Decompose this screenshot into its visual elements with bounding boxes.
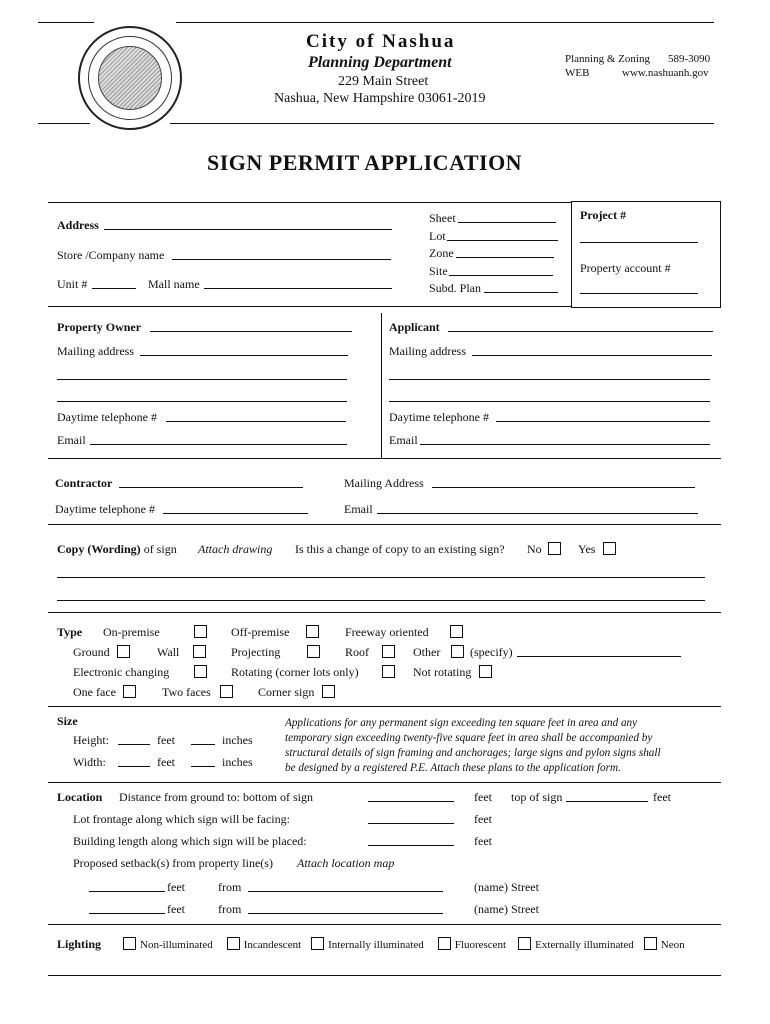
height-feet-unit: feet [157,733,175,747]
contractor-mailing-label: Mailing Address [344,476,424,490]
lighting-checkbox-externally[interactable] [518,937,531,950]
corner-sign-checkbox[interactable] [322,685,335,698]
projecting-label: Projecting [231,645,281,659]
zoning-phone: 589-3090 [668,53,711,65]
width-feet-unit: feet [157,755,175,769]
city-seal-icon [78,26,182,130]
section-rule [48,306,572,307]
copy-change-question: Is this a change of copy to an existing sign? [295,542,505,556]
owner-phone-field[interactable] [166,411,346,422]
setback-2-feet-field[interactable] [89,903,165,914]
section-rule [48,458,721,459]
ground-checkbox[interactable] [117,645,130,658]
contractor-email-field[interactable] [377,503,698,514]
mall-label: Mall name [148,277,200,291]
lighting-checkbox-internally[interactable] [311,937,324,950]
on-premise-checkbox[interactable] [194,625,207,638]
contractor-mailing-field[interactable] [432,477,695,488]
off-premise-label: Off-premise [231,625,290,639]
owner-email-field[interactable] [90,434,347,445]
copy-label: Copy (Wording) [57,542,141,556]
lighting-option-label: Fluorescent [454,939,507,951]
specify-label: (specify) [470,645,513,659]
rotating-label: Rotating (corner lots only) [231,665,359,679]
applicant-title: Applicant [389,320,440,334]
lot-label: Lot [429,229,446,243]
height-feet-field[interactable] [118,734,150,745]
applicant-email-field[interactable] [420,434,710,445]
top-feet-unit: feet [653,790,671,804]
frontage-label: Lot frontage along which sign will be facing: [73,812,290,826]
width-feet-field[interactable] [118,756,150,767]
setback-1-street-field[interactable] [248,881,443,892]
height-label: Height: [73,733,109,747]
building-length-field[interactable] [368,835,454,846]
city-name: City of Nashua [306,31,456,52]
section-rule [48,782,721,783]
site-label: Site [429,264,448,278]
applicant-phone-label: Daytime telephone # [389,410,489,424]
height-inches-field[interactable] [191,734,215,745]
electronic-label: Electronic changing [73,665,170,679]
not-rotating-label: Not rotating [413,665,472,679]
building-length-label: Building length along which sign will be placed: [73,834,307,848]
corner-sign-label: Corner sign [258,685,315,699]
lighting-option-label: Neon [660,939,685,951]
copy-text-line-2[interactable] [57,590,705,601]
property-account-label: Property account # [580,261,671,275]
copy-yes-label: Yes [578,542,596,556]
subd-plan-field[interactable] [484,282,558,293]
lighting-option-label: Externally illuminated [535,939,634,951]
roof-label: Roof [345,645,369,659]
applicant-mailing-line2[interactable] [389,369,710,380]
lighting-checkbox-non-illuminated[interactable] [123,937,136,950]
wall-checkbox[interactable] [193,645,206,658]
two-faces-checkbox[interactable] [220,685,233,698]
not-rotating-checkbox[interactable] [479,665,492,678]
one-face-checkbox[interactable] [123,685,136,698]
size-requirements-note [285,716,661,776]
applicant-mailing-line3[interactable] [389,391,710,402]
on-premise-label: On-premise [103,625,160,639]
setback-1-feet-unit: feet [167,880,185,894]
setback-2-street-label: (name) Street [474,902,539,916]
section-rule [48,924,721,925]
top-of-sign-label: top of sign [511,790,563,804]
other-specify-field[interactable] [517,646,681,657]
bottom-of-sign-field[interactable] [368,791,454,802]
owner-mailing-label: Mailing address [57,344,134,358]
copy-no-label: No [527,542,542,556]
projecting-checkbox[interactable] [307,645,320,658]
contractor-name-field[interactable] [119,477,303,488]
size-note-line: structural details of sign framing and anchorages; large signs and pylon signs shall [285,747,661,759]
setback-1-street-label: (name) Street [474,880,539,894]
web-url[interactable]: www.nashuanh.gov [622,67,709,79]
width-inches-field[interactable] [191,756,215,767]
ground-label: Ground [73,645,110,659]
setback-1-from-label: from [218,880,242,894]
top-of-sign-field[interactable] [566,791,648,802]
section-rule [48,202,572,203]
setback-2-from-label: from [218,902,242,916]
unit-label: Unit # [57,277,88,291]
rotating-checkbox[interactable] [382,665,395,678]
contractor-phone-label: Daytime telephone # [55,502,155,516]
owner-title: Property Owner [57,320,142,334]
lighting-options [123,937,685,951]
section-rule [48,524,721,525]
lighting-option-label: Internally illuminated [328,939,424,951]
owner-email-label: Email [57,433,86,447]
lot-field[interactable] [447,230,558,241]
size-note-line: be designed by a registered P.E. Attach these plans to the application form. [285,762,621,774]
contractor-title: Contractor [55,476,113,490]
height-inches-unit: inches [222,733,253,747]
copy-no-checkbox[interactable] [548,542,561,555]
frontage-field[interactable] [368,813,454,824]
address-field[interactable] [104,219,392,230]
header-rule-left-bottom [38,123,90,124]
applicant-name-field[interactable] [448,321,713,332]
mall-field[interactable] [204,278,392,289]
width-label: Width: [73,755,106,769]
attach-drawing-note: Attach drawing [198,542,273,556]
street-address: 229 Main Street [338,74,429,89]
size-note-line: temporary sign exceeding twenty-five square feet in area shall be accompanied by [285,732,653,744]
sheet-label: Sheet [429,211,456,225]
frontage-feet-unit: feet [474,812,492,826]
building-feet-unit: feet [474,834,492,848]
copy-yes-checkbox[interactable] [603,542,616,555]
section-rule [48,706,721,707]
owner-mailing-line3[interactable] [57,391,347,402]
other-checkbox[interactable] [451,645,464,658]
lighting-checkbox-neon[interactable] [644,937,657,950]
owner-phone-label: Daytime telephone # [57,410,157,424]
section-rule [48,975,721,976]
owner-name-field[interactable] [150,321,352,332]
lighting-label: Lighting [57,937,102,951]
header-rule-top [176,22,714,23]
zone-field[interactable] [456,247,554,258]
site-field[interactable] [449,265,553,276]
freeway-checkbox[interactable] [450,625,463,638]
setback-2-feet-unit: feet [167,902,185,916]
section-rule [48,612,721,613]
sheet-field[interactable] [458,212,556,223]
owner-applicant-divider [381,313,382,458]
applicant-mailing-label: Mailing address [389,344,466,358]
applicant-email-label: Email [389,433,418,447]
contractor-phone-field[interactable] [163,503,308,514]
subd-plan-label: Subd. Plan [429,281,482,295]
unit-field[interactable] [92,278,136,289]
project-number-field[interactable] [580,232,698,243]
copy-of-sign: of sign [143,542,177,556]
bottom-feet-unit: feet [474,790,492,804]
contractor-email-label: Email [344,502,373,516]
setback-label: Proposed setback(s) from property line(s) [73,856,273,870]
applicant-phone-field[interactable] [496,411,710,422]
zone-label: Zone [429,246,454,260]
web-label: WEB [565,67,590,79]
address-label: Address [57,218,99,232]
header-rule-left-top [38,22,94,23]
freeway-label: Freeway oriented [345,625,429,639]
width-inches-unit: inches [222,755,253,769]
distance-label: Distance from ground to: bottom of sign [119,790,313,804]
header-rule-bottom [170,123,714,124]
zoning-label: Planning & Zoning [565,53,650,65]
size-label: Size [57,714,78,728]
setback-1-feet-field[interactable] [89,881,165,892]
type-label: Type [57,625,83,639]
setback-2-street-field[interactable] [248,903,443,914]
lighting-checkbox-fluorescent[interactable] [438,937,451,950]
copy-text-line-1[interactable] [57,567,705,578]
lighting-option-label: Non-illuminated [140,939,213,951]
other-label: Other [413,645,441,659]
lighting-checkbox-incandescent[interactable] [227,937,240,950]
off-premise-checkbox[interactable] [306,625,319,638]
lighting-option-label: Incandescent [243,939,302,951]
one-face-label: One face [73,685,116,699]
store-field[interactable] [172,249,391,260]
electronic-checkbox[interactable] [194,665,207,678]
wall-label: Wall [157,645,180,659]
size-note-line: Applications for any permanent sign exceeding ten square feet in area and any [285,717,638,729]
two-faces-label: Two faces [162,685,211,699]
applicant-mailing-field[interactable] [472,345,712,356]
city-state-zip: Nashua, New Hampshire 03061-2019 [274,91,486,106]
owner-mailing-field[interactable] [140,345,348,356]
form-title: SIGN PERMIT APPLICATION [207,150,523,175]
location-label: Location [57,790,103,804]
attach-map-note: Attach location map [297,856,395,870]
roof-checkbox[interactable] [382,645,395,658]
owner-mailing-line2[interactable] [57,369,347,380]
property-account-field[interactable] [580,283,698,294]
copy-row [57,542,177,557]
project-number-label: Project # [580,208,627,222]
store-label: Store /Company name [57,248,165,262]
department-name: Planning Department [308,54,452,71]
